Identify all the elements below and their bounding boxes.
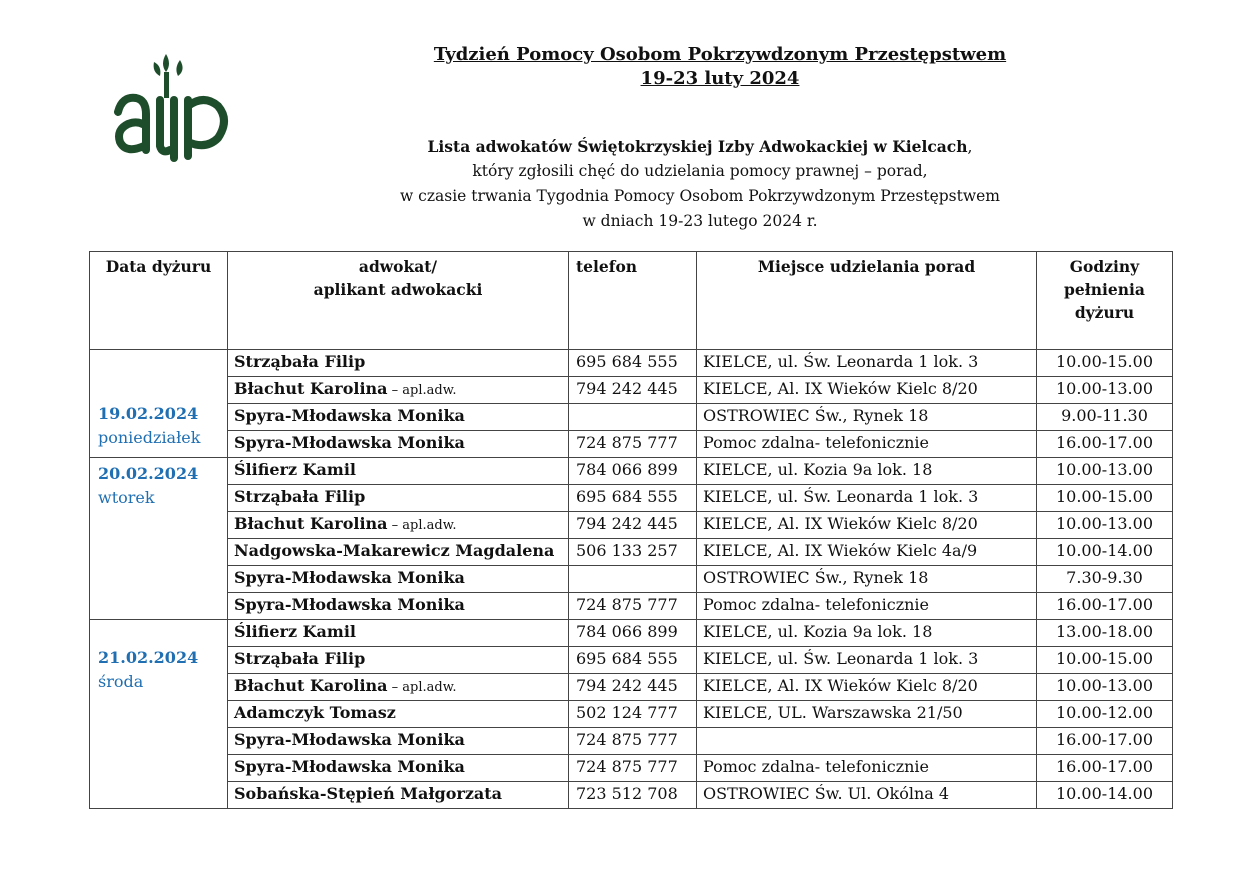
page-subtitle-dates: 19-23 luty 2024 bbox=[640, 68, 800, 89]
lawyer-cell bbox=[228, 674, 569, 701]
hours-cell: 16.00-17.00 bbox=[1037, 431, 1173, 458]
lawyer-cell bbox=[228, 728, 569, 755]
duty-date: 21.02.2024 bbox=[98, 648, 199, 667]
lawyer-cell bbox=[228, 647, 569, 674]
duty-date-cell bbox=[90, 458, 228, 620]
hours-cell: 10.00-15.00 bbox=[1037, 350, 1173, 377]
header-place-label: Miejsce udzielania porad bbox=[757, 257, 976, 276]
lawyer-role: – apl.adw. bbox=[387, 680, 457, 695]
header-date-label: Data dyżuru bbox=[105, 257, 212, 276]
table-row bbox=[90, 566, 1173, 593]
phone-cell: 724 875 777 bbox=[569, 728, 697, 755]
lawyer-name: Nadgowska-Makarewicz Magdalena bbox=[234, 541, 555, 560]
table-row bbox=[90, 431, 1173, 458]
place-cell: OSTROWIEC Św., Rynek 18 bbox=[697, 566, 1037, 593]
phone-cell: 695 684 555 bbox=[569, 350, 697, 377]
phone-cell: 724 875 777 bbox=[569, 755, 697, 782]
place-cell: KIELCE, Al. IX Wieków Kielc 8/20 bbox=[697, 512, 1037, 539]
page-title: Tydzień Pomocy Osobom Pokrzywdzonym Przestępstwem bbox=[433, 44, 1007, 65]
duty-table-body bbox=[90, 350, 1173, 809]
intro-comma: , bbox=[967, 138, 973, 156]
phone-cell: 784 066 899 bbox=[569, 458, 697, 485]
lawyer-name: Strząbała Filip bbox=[234, 352, 366, 371]
table-row bbox=[90, 755, 1173, 782]
lawyer-name: Ślifierz Kamil bbox=[234, 622, 356, 641]
hours-cell: 10.00-13.00 bbox=[1037, 674, 1173, 701]
table-row bbox=[90, 512, 1173, 539]
header-hours-line2: pełnienia bbox=[1064, 280, 1145, 299]
organization-logo bbox=[108, 50, 238, 162]
place-cell: KIELCE, Al. IX Wieków Kielc 4a/9 bbox=[697, 539, 1037, 566]
lawyer-cell bbox=[228, 755, 569, 782]
hours-cell: 13.00-18.00 bbox=[1037, 620, 1173, 647]
hours-cell: 7.30-9.30 bbox=[1037, 566, 1173, 593]
place-cell: KIELCE, ul. Kozia 9a lok. 18 bbox=[697, 620, 1037, 647]
lawyer-role: – apl.adw. bbox=[387, 383, 457, 398]
lawyer-name: Błachut Karolina bbox=[234, 379, 388, 398]
place-cell: OSTROWIEC Św. Ul. Okólna 4 bbox=[697, 782, 1037, 809]
place-cell: KIELCE, Al. IX Wieków Kielc 8/20 bbox=[697, 377, 1037, 404]
lawyer-cell bbox=[228, 512, 569, 539]
hours-cell: 10.00-15.00 bbox=[1037, 647, 1173, 674]
lawyer-cell bbox=[228, 593, 569, 620]
table-row bbox=[90, 377, 1173, 404]
table-row bbox=[90, 782, 1173, 809]
lawyer-cell bbox=[228, 485, 569, 512]
lawyer-name: Strząbała Filip bbox=[234, 487, 366, 506]
place-cell: KIELCE, Al. IX Wieków Kielc 8/20 bbox=[697, 674, 1037, 701]
intro-line-3: w czasie trwania Tygodnia Pomocy Osobom Pokrzywdzonym Przestępstwem bbox=[399, 187, 1000, 205]
hours-cell: 16.00-17.00 bbox=[1037, 755, 1173, 782]
lawyer-cell bbox=[228, 701, 569, 728]
phone-cell bbox=[569, 566, 697, 593]
table-row bbox=[90, 620, 1173, 647]
place-cell: KIELCE, ul. Kozia 9a lok. 18 bbox=[697, 458, 1037, 485]
lawyer-cell bbox=[228, 377, 569, 404]
table-row bbox=[90, 674, 1173, 701]
place-cell: Pomoc zdalna- telefonicznie bbox=[697, 755, 1037, 782]
table-row bbox=[90, 539, 1173, 566]
lawyer-name: Ślifierz Kamil bbox=[234, 460, 356, 479]
table-row bbox=[90, 647, 1173, 674]
header-phone-label: telefon bbox=[576, 257, 638, 276]
phone-cell: 794 242 445 bbox=[569, 377, 697, 404]
lawyer-cell bbox=[228, 458, 569, 485]
hours-cell: 10.00-14.00 bbox=[1037, 782, 1173, 809]
header-date bbox=[90, 252, 228, 350]
place-cell: OSTROWIEC Św., Rynek 18 bbox=[697, 404, 1037, 431]
table-row bbox=[90, 485, 1173, 512]
lawyer-name: Spyra-Młodawska Monika bbox=[234, 730, 465, 749]
place-cell bbox=[697, 728, 1037, 755]
table-row bbox=[90, 458, 1173, 485]
hours-cell: 10.00-12.00 bbox=[1037, 701, 1173, 728]
phone-cell: 506 133 257 bbox=[569, 539, 697, 566]
table-row bbox=[90, 701, 1173, 728]
phone-cell: 695 684 555 bbox=[569, 485, 697, 512]
place-cell: KIELCE, ul. Św. Leonarda 1 lok. 3 bbox=[697, 647, 1037, 674]
hours-cell: 10.00-13.00 bbox=[1037, 512, 1173, 539]
lawyer-name: Strząbała Filip bbox=[234, 649, 366, 668]
phone-cell: 794 242 445 bbox=[569, 512, 697, 539]
lawyer-name: Błachut Karolina bbox=[234, 676, 388, 695]
intro-line-2: który zgłosili chęć do udzielania pomocy prawnej – porad, bbox=[472, 162, 928, 180]
phone-cell: 724 875 777 bbox=[569, 431, 697, 458]
intro-line-4: w dniach 19-23 lutego 2024 r. bbox=[582, 212, 818, 230]
place-cell: Pomoc zdalna- telefonicznie bbox=[697, 593, 1037, 620]
duty-weekday: wtorek bbox=[98, 488, 155, 507]
table-header-row bbox=[90, 252, 1173, 350]
hours-cell: 10.00-13.00 bbox=[1037, 458, 1173, 485]
phone-cell: 724 875 777 bbox=[569, 593, 697, 620]
header-lawyer bbox=[228, 252, 569, 350]
header-place bbox=[697, 252, 1037, 350]
lawyer-cell bbox=[228, 539, 569, 566]
table-row bbox=[90, 404, 1173, 431]
place-cell: KIELCE, UL. Warszawska 21/50 bbox=[697, 701, 1037, 728]
intro-line-1 bbox=[300, 137, 1100, 156]
header-hours-line1: Godziny bbox=[1069, 257, 1140, 276]
duty-date-cell bbox=[90, 350, 228, 458]
lawyer-cell bbox=[228, 620, 569, 647]
duty-date: 20.02.2024 bbox=[98, 464, 199, 483]
header-lawyer-line1: adwokat/ bbox=[358, 257, 438, 276]
phone-cell bbox=[569, 404, 697, 431]
hours-cell: 10.00-14.00 bbox=[1037, 539, 1173, 566]
place-cell: KIELCE, ul. Św. Leonarda 1 lok. 3 bbox=[697, 485, 1037, 512]
phone-cell: 695 684 555 bbox=[569, 647, 697, 674]
duty-date: 19.02.2024 bbox=[98, 404, 199, 423]
duty-date-cell bbox=[90, 620, 228, 809]
header-lawyer-line2: aplikant adwokacki bbox=[313, 280, 483, 299]
lawyer-cell bbox=[228, 350, 569, 377]
place-cell: KIELCE, ul. Św. Leonarda 1 lok. 3 bbox=[697, 350, 1037, 377]
lawyer-cell bbox=[228, 782, 569, 809]
lawyer-role: – apl.adw. bbox=[387, 518, 457, 533]
intro-bold-heading: Lista adwokatów Świętokrzyskiej Izby Adwokackiej w Kielcach bbox=[427, 137, 968, 156]
lawyer-cell bbox=[228, 404, 569, 431]
hours-cell: 9.00-11.30 bbox=[1037, 404, 1173, 431]
duty-schedule-table bbox=[89, 251, 1173, 809]
duty-weekday: poniedziałek bbox=[98, 428, 201, 447]
lawyer-name: Sobańska-Stępień Małgorzata bbox=[234, 784, 503, 803]
lawyer-name: Spyra-Młodawska Monika bbox=[234, 595, 465, 614]
hours-cell: 10.00-13.00 bbox=[1037, 377, 1173, 404]
hours-cell: 16.00-17.00 bbox=[1037, 728, 1173, 755]
lawyer-name: Spyra-Młodawska Monika bbox=[234, 568, 465, 587]
lawyer-cell bbox=[228, 566, 569, 593]
place-cell: Pomoc zdalna- telefonicznie bbox=[697, 431, 1037, 458]
hours-cell: 16.00-17.00 bbox=[1037, 593, 1173, 620]
phone-cell: 794 242 445 bbox=[569, 674, 697, 701]
table-row bbox=[90, 728, 1173, 755]
lawyer-name: Spyra-Młodawska Monika bbox=[234, 757, 465, 776]
lawyer-cell bbox=[228, 431, 569, 458]
header-phone bbox=[569, 252, 697, 350]
phone-cell: 502 124 777 bbox=[569, 701, 697, 728]
table-row bbox=[90, 593, 1173, 620]
header-hours bbox=[1037, 252, 1173, 350]
header-hours-line3: dyżuru bbox=[1074, 303, 1135, 322]
hours-cell: 10.00-15.00 bbox=[1037, 485, 1173, 512]
lawyer-name: Adamczyk Tomasz bbox=[234, 703, 396, 722]
lawyer-name: Spyra-Młodawska Monika bbox=[234, 433, 465, 452]
lawyer-name: Spyra-Młodawska Monika bbox=[234, 406, 465, 425]
table-row bbox=[90, 350, 1173, 377]
duty-weekday: środa bbox=[98, 672, 144, 691]
phone-cell: 723 512 708 bbox=[569, 782, 697, 809]
lawyer-name: Błachut Karolina bbox=[234, 514, 388, 533]
phone-cell: 784 066 899 bbox=[569, 620, 697, 647]
